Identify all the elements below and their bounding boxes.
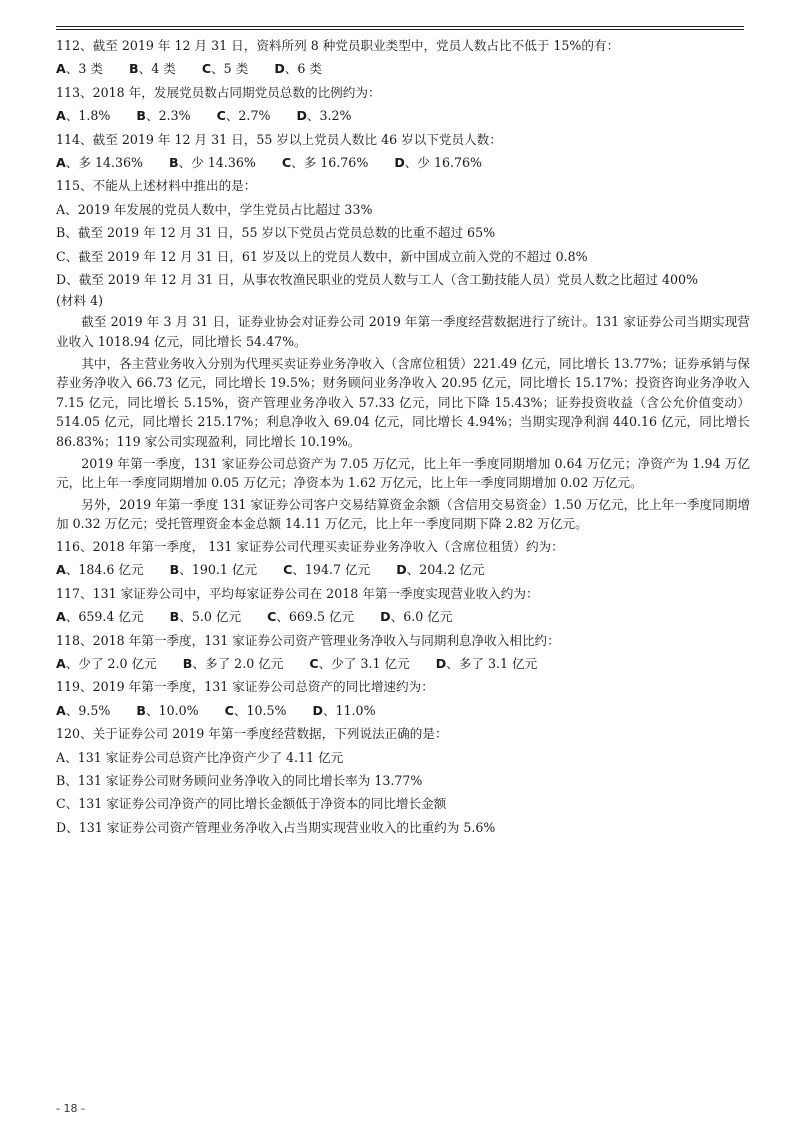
option-c[interactable]: C、5 类 <box>201 61 249 77</box>
page-number: - 18 - <box>56 1102 85 1115</box>
option-c[interactable]: C、669.5 亿元 <box>267 609 355 625</box>
question-120-stem: 120、关于证券公司 2019 年第一季度经营数据，下列说法正确的是： <box>56 726 448 742</box>
option-a[interactable]: A、1.8% <box>56 108 111 124</box>
question-114-options <box>56 151 750 174</box>
option-c[interactable]: C、2.7% <box>216 108 271 124</box>
question-116-options <box>56 558 750 581</box>
option-b[interactable]: B、190.1 亿元 <box>169 562 258 578</box>
option-d[interactable]: D、3.2% <box>296 108 352 124</box>
option-d[interactable]: D、11.0% <box>312 702 376 718</box>
option-c[interactable]: C、多 16.76% <box>281 155 369 171</box>
option-b[interactable]: B、131 家证券公司财务顾问业务净收入的同比增长率为 13.77% <box>56 773 423 789</box>
material-paragraph-2: 其中，各主营业务收入分别为代理买卖证券业务净收入（含席位租赁）221.49 亿元，同比增长 13.77%；证券承销与保荐业务净收入 66.73 亿元，同比增长 19.5%；财务顾问业务净收入 20.95 亿元，同比增长 15.17%；投资咨询业务净收入 7.15 亿元，同比增长 5.15%，资产管理业务净收入 57.33 亿元，同比下降 15.43%；证券投资收益（含公允价值变动）514.05 亿元，同比增长 215.17%；利息净收入 69.04 亿元，同比增长 4.94%；当期实现净利润 440.16 亿元，同比增长 86.83%；119 家公司实现盈利，同比增长 10.19%。 <box>56 355 750 450</box>
option-a[interactable]: A、131 家证券公司总资产比净资产少了 4.11 亿元 <box>56 749 344 765</box>
option-c[interactable]: C、194.7 亿元 <box>283 562 371 578</box>
option-a[interactable]: A、659.4 亿元 <box>56 609 144 625</box>
question-119-stem: 119、2019 年第一季度，131 家证券公司总资产的同比增速约为： <box>56 679 434 695</box>
question-112-stem: 112、截至 2019 年 12 月 31 日，资料所列 8 种党员职业类型中，党员人数占比不低于 15%的有： <box>56 38 620 53</box>
question-119-options <box>56 699 750 722</box>
option-a[interactable]: A、2019 年发展的党员人数中，学生党员占比超过 33% <box>56 201 373 217</box>
option-a[interactable]: A、3 类 <box>56 61 103 77</box>
option-b[interactable]: B、2.3% <box>136 108 191 124</box>
option-b[interactable]: B、4 类 <box>128 61 176 77</box>
option-c[interactable]: C、131 家证券公司净资产的同比增长金额低于净资本的同比增长金额 <box>56 796 447 812</box>
option-b[interactable]: B、10.0% <box>136 702 199 718</box>
material-paragraph-1: 截至 2019 年 3 月 31 日，证券业协会对证券公司 2019 年第一季度经营数据进行了统计。131 家证券公司当期实现营业收入 1018.94 亿元，同比增长 54.47%。 <box>56 314 750 350</box>
question-113-stem: 113、2018 年，发展党员数占同期党员总数的比例约为： <box>56 84 381 100</box>
header-rule <box>56 26 744 30</box>
option-b[interactable]: B、截至 2019 年 12 月 31 日，55 岁以下党员占党员总数的比重不超过 65% <box>56 225 496 241</box>
material-paragraph-4: 另外，2019 年第一季度 131 家证券公司客户交易结算资金余额（含信用交易资金）1.50 万亿元，比上年一季度同期增加 0.32 万亿元；受托管理资金本金总额 14.11 万亿元，比上年一季度同期下降 2.82 万亿元。 <box>56 496 750 532</box>
option-c[interactable]: C、少了 3.1 亿元 <box>309 656 410 672</box>
question-115-stem: 115、不能从上述材料中推出的是： <box>56 178 257 194</box>
option-a[interactable]: A、多 14.36% <box>56 155 143 171</box>
option-d[interactable]: D、多了 3.1 亿元 <box>435 656 538 672</box>
question-117-options <box>56 605 750 628</box>
question-112-options <box>56 57 750 80</box>
option-a[interactable]: A、184.6 亿元 <box>56 562 144 578</box>
option-b[interactable]: B、少 14.36% <box>168 155 256 171</box>
option-c[interactable]: C、10.5% <box>224 702 287 718</box>
question-113-options <box>56 104 750 127</box>
question-114-stem: 114、截至 2019 年 12 月 31 日，55 岁以上党员人数比 46 岁以下党员人数： <box>56 131 502 147</box>
question-117-stem: 117、131 家证券公司中，平均每家证券公司在 2018 年第一季度实现营业收入约为： <box>56 585 539 601</box>
option-a[interactable]: A、少了 2.0 亿元 <box>56 656 157 672</box>
option-d[interactable]: D、6.0 亿元 <box>380 609 453 625</box>
option-b[interactable]: B、多了 2.0 亿元 <box>182 656 284 672</box>
option-d[interactable]: D、截至 2019 年 12 月 31 日，从事农牧渔民职业的党员人数与工人（含工勤技能人员）党员人数之比超过 400% <box>56 272 698 288</box>
option-d[interactable]: D、204.2 亿元 <box>396 562 485 578</box>
option-b[interactable]: B、5.0 亿元 <box>169 609 242 625</box>
option-d[interactable]: D、少 16.76% <box>394 155 482 171</box>
material-label: (材料 4) <box>56 293 104 309</box>
option-d[interactable]: D、6 类 <box>274 61 322 77</box>
question-118-options <box>56 652 750 675</box>
question-116-stem: 116、2018 年第一季度， 131 家证券公司代理买卖证券业务净收入（含席位租赁）约为： <box>56 539 564 554</box>
option-a[interactable]: A、9.5% <box>56 702 111 718</box>
question-118-stem: 118、2018 年第一季度，131 家证券公司资产管理业务净收入与同期利息净收入相比约： <box>56 632 560 648</box>
option-d[interactable]: D、131 家证券公司资产管理业务净收入占当期实现营业收入的比重约为 5.6% <box>56 819 496 835</box>
material-paragraph-3: 2019 年第一季度，131 家证券公司总资产为 7.05 万亿元，比上年一季度同期增加 0.64 万亿元；净资产为 1.94 万亿元，比上年一季度同期增加 0.05 万亿元；净资本为 1.62 万亿元，比上年一季度同期增加 0.02 万亿元。 <box>56 455 750 491</box>
page-content <box>56 34 750 839</box>
option-c[interactable]: C、截至 2019 年 12 月 31 日，61 岁及以上的党员人数中，新中国成立前入党的不超过 0.8% <box>56 248 588 264</box>
